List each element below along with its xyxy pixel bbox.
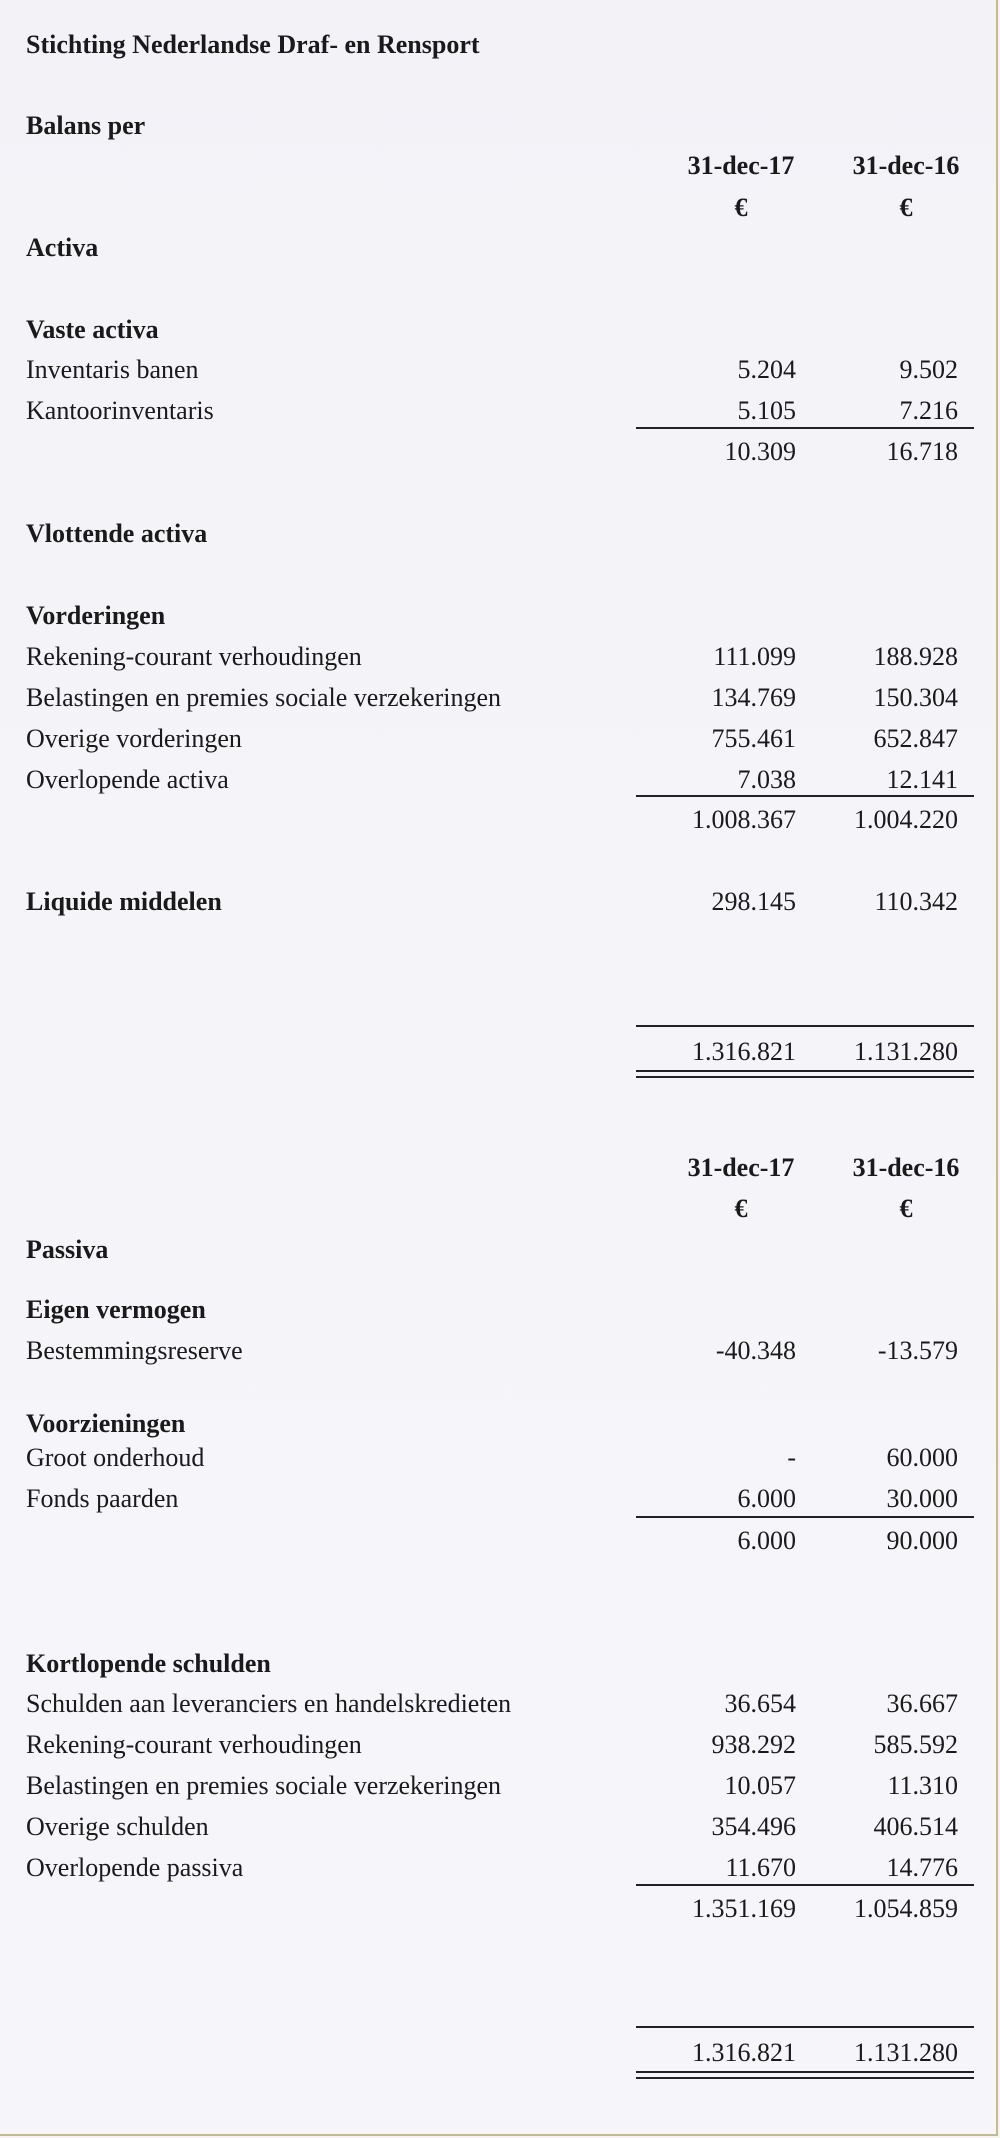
total-2017: 1.316.821 — [692, 2038, 796, 2067]
line-item — [26, 1333, 976, 1369]
value-2016: 652.847 — [873, 724, 958, 753]
line-item — [26, 393, 976, 429]
activa-heading — [26, 230, 976, 266]
passiva-heading-text: Passiva — [26, 1235, 109, 1264]
currency-2017: € — [734, 1194, 748, 1223]
value-2017: 6.000 — [737, 1484, 796, 1513]
line-item — [26, 1809, 976, 1845]
subtotal-2017: 1.008.367 — [692, 805, 796, 834]
line-item — [26, 762, 976, 798]
col-header-row-activa — [26, 148, 976, 184]
line-item-label: Fonds paarden — [26, 1484, 179, 1513]
subtotal-row — [26, 1523, 976, 1559]
line-item-label: Belastingen en premies sociale verzekeringen — [26, 1771, 502, 1800]
currency-row-activa — [26, 190, 976, 226]
subtotal-rule — [636, 795, 974, 797]
value-2017: - — [787, 1443, 796, 1472]
col-header-2017: 31-dec-17 — [687, 151, 795, 180]
subtotal-row — [26, 802, 976, 838]
line-item-label: Schulden aan leveranciers en handelskredieten — [26, 1689, 512, 1718]
subtotal-2016: 16.718 — [886, 437, 958, 466]
col-header-2017: 31-dec-17 — [687, 1153, 795, 1182]
eigen-vermogen-heading-text: Eigen vermogen — [26, 1295, 206, 1324]
value-2017: 5.204 — [737, 355, 796, 384]
value-2017: 134.769 — [711, 683, 796, 712]
subtotal-2017: 6.000 — [737, 1526, 796, 1555]
line-item-label: Inventaris banen — [26, 355, 199, 384]
value-2016: 30.000 — [886, 1484, 958, 1513]
vaste-activa-heading-text: Vaste activa — [26, 315, 159, 344]
line-item — [26, 680, 976, 716]
value-2017: 755.461 — [711, 724, 796, 753]
balance-title-text: Balans per — [26, 111, 146, 140]
total-top-rule — [636, 2026, 974, 2028]
line-item-label: Bestemmingsreserve — [26, 1336, 243, 1365]
kortlopende-schulden-heading — [26, 1646, 976, 1682]
subtotal-rule — [636, 1884, 974, 1886]
org-name-text: Stichting Nederlandse Draf- en Rensport — [26, 30, 480, 59]
value-2016: 60.000 — [886, 1443, 958, 1472]
value-2016: 12.141 — [886, 765, 958, 794]
subtotal-2017: 10.309 — [724, 437, 796, 466]
line-item-label: Groot onderhoud — [26, 1443, 205, 1472]
value-2016: 110.342 — [874, 887, 958, 916]
subtotal-2016: 1.054.859 — [854, 1894, 958, 1923]
subtotal-row — [26, 1891, 976, 1927]
value-2017: 10.057 — [724, 1771, 796, 1800]
line-item-label: Overige schulden — [26, 1812, 209, 1841]
line-item-label: Belastingen en premies sociale verzekeringen — [26, 683, 502, 712]
line-item — [26, 1440, 976, 1476]
total-2016: 1.131.280 — [854, 1037, 958, 1066]
liquide-middelen-label: Liquide middelen — [26, 887, 222, 916]
value-2016: 7.216 — [899, 396, 958, 425]
passiva-total-row — [26, 2035, 976, 2071]
line-item-label: Overlopende passiva — [26, 1853, 244, 1882]
value-2016: 9.502 — [899, 355, 958, 384]
line-item-label: Overige vorderingen — [26, 724, 242, 753]
total-top-rule — [636, 1025, 974, 1027]
value-2016: 188.928 — [873, 642, 958, 671]
total-double-rule — [636, 1070, 974, 1078]
subtotal-row — [26, 434, 976, 470]
kortlopende-schulden-heading-text: Kortlopende schulden — [26, 1649, 271, 1678]
col-header-2016: 31-dec-16 — [852, 151, 960, 180]
line-item-label: Kantoorinventaris — [26, 396, 214, 425]
vlottende-activa-heading-text: Vlottende activa — [26, 519, 208, 548]
value-2016: 36.667 — [886, 1689, 958, 1718]
currency-2016: € — [899, 193, 913, 222]
total-2017: 1.316.821 — [692, 1037, 796, 1066]
activa-total-row — [26, 1034, 976, 1070]
value-2017: 36.654 — [724, 1689, 796, 1718]
currency-row-passiva — [26, 1191, 976, 1227]
vlottende-activa-heading — [26, 516, 976, 552]
line-item — [26, 1727, 976, 1763]
value-2017: 298.145 — [711, 887, 796, 916]
value-2017: 354.496 — [711, 1812, 796, 1841]
line-item-label: Rekening-courant verhoudingen — [26, 1730, 362, 1759]
line-item — [26, 1850, 976, 1886]
total-double-rule — [636, 2071, 974, 2079]
subtotal-rule — [636, 427, 974, 429]
line-item — [26, 639, 976, 675]
value-2016: 406.514 — [873, 1812, 958, 1841]
vorderingen-heading-text: Vorderingen — [26, 601, 166, 630]
value-2017: -40.348 — [715, 1336, 796, 1365]
value-2017: 111.099 — [713, 642, 796, 671]
value-2016: 150.304 — [873, 683, 958, 712]
eigen-vermogen-heading — [26, 1292, 976, 1328]
balance-title — [26, 108, 976, 144]
subtotal-2016: 90.000 — [886, 1526, 958, 1555]
value-2016: 585.592 — [873, 1730, 958, 1759]
value-2017: 7.038 — [737, 765, 796, 794]
voorzieningen-heading-text: Voorzieningen — [26, 1409, 186, 1438]
value-2016: -13.579 — [877, 1336, 958, 1365]
subtotal-rule — [636, 1516, 974, 1518]
currency-2016: € — [899, 1194, 913, 1223]
line-item — [26, 721, 976, 757]
line-item — [26, 352, 976, 388]
subtotal-2017: 1.351.169 — [692, 1894, 796, 1923]
value-2017: 11.670 — [725, 1853, 796, 1882]
col-header-row-passiva — [26, 1150, 976, 1186]
total-2016: 1.131.280 — [854, 2038, 958, 2067]
value-2016: 11.310 — [887, 1771, 958, 1800]
value-2016: 14.776 — [886, 1853, 958, 1882]
voorzieningen-heading — [26, 1406, 976, 1442]
passiva-heading — [26, 1232, 976, 1268]
subtotal-2016: 1.004.220 — [854, 805, 958, 834]
line-item-label: Rekening-courant verhoudingen — [26, 642, 362, 671]
vaste-activa-heading — [26, 312, 976, 348]
line-item — [26, 1768, 976, 1804]
currency-2017: € — [734, 193, 748, 222]
line-item — [26, 1686, 976, 1722]
value-2017: 938.292 — [711, 1730, 796, 1759]
col-header-2016: 31-dec-16 — [852, 1153, 960, 1182]
value-2017: 5.105 — [737, 396, 796, 425]
activa-heading-text: Activa — [26, 233, 99, 262]
liquide-middelen-row — [26, 884, 976, 920]
line-item-label: Overlopende activa — [26, 765, 229, 794]
vorderingen-heading — [26, 598, 976, 634]
line-item — [26, 1481, 976, 1517]
org-name — [26, 27, 976, 63]
